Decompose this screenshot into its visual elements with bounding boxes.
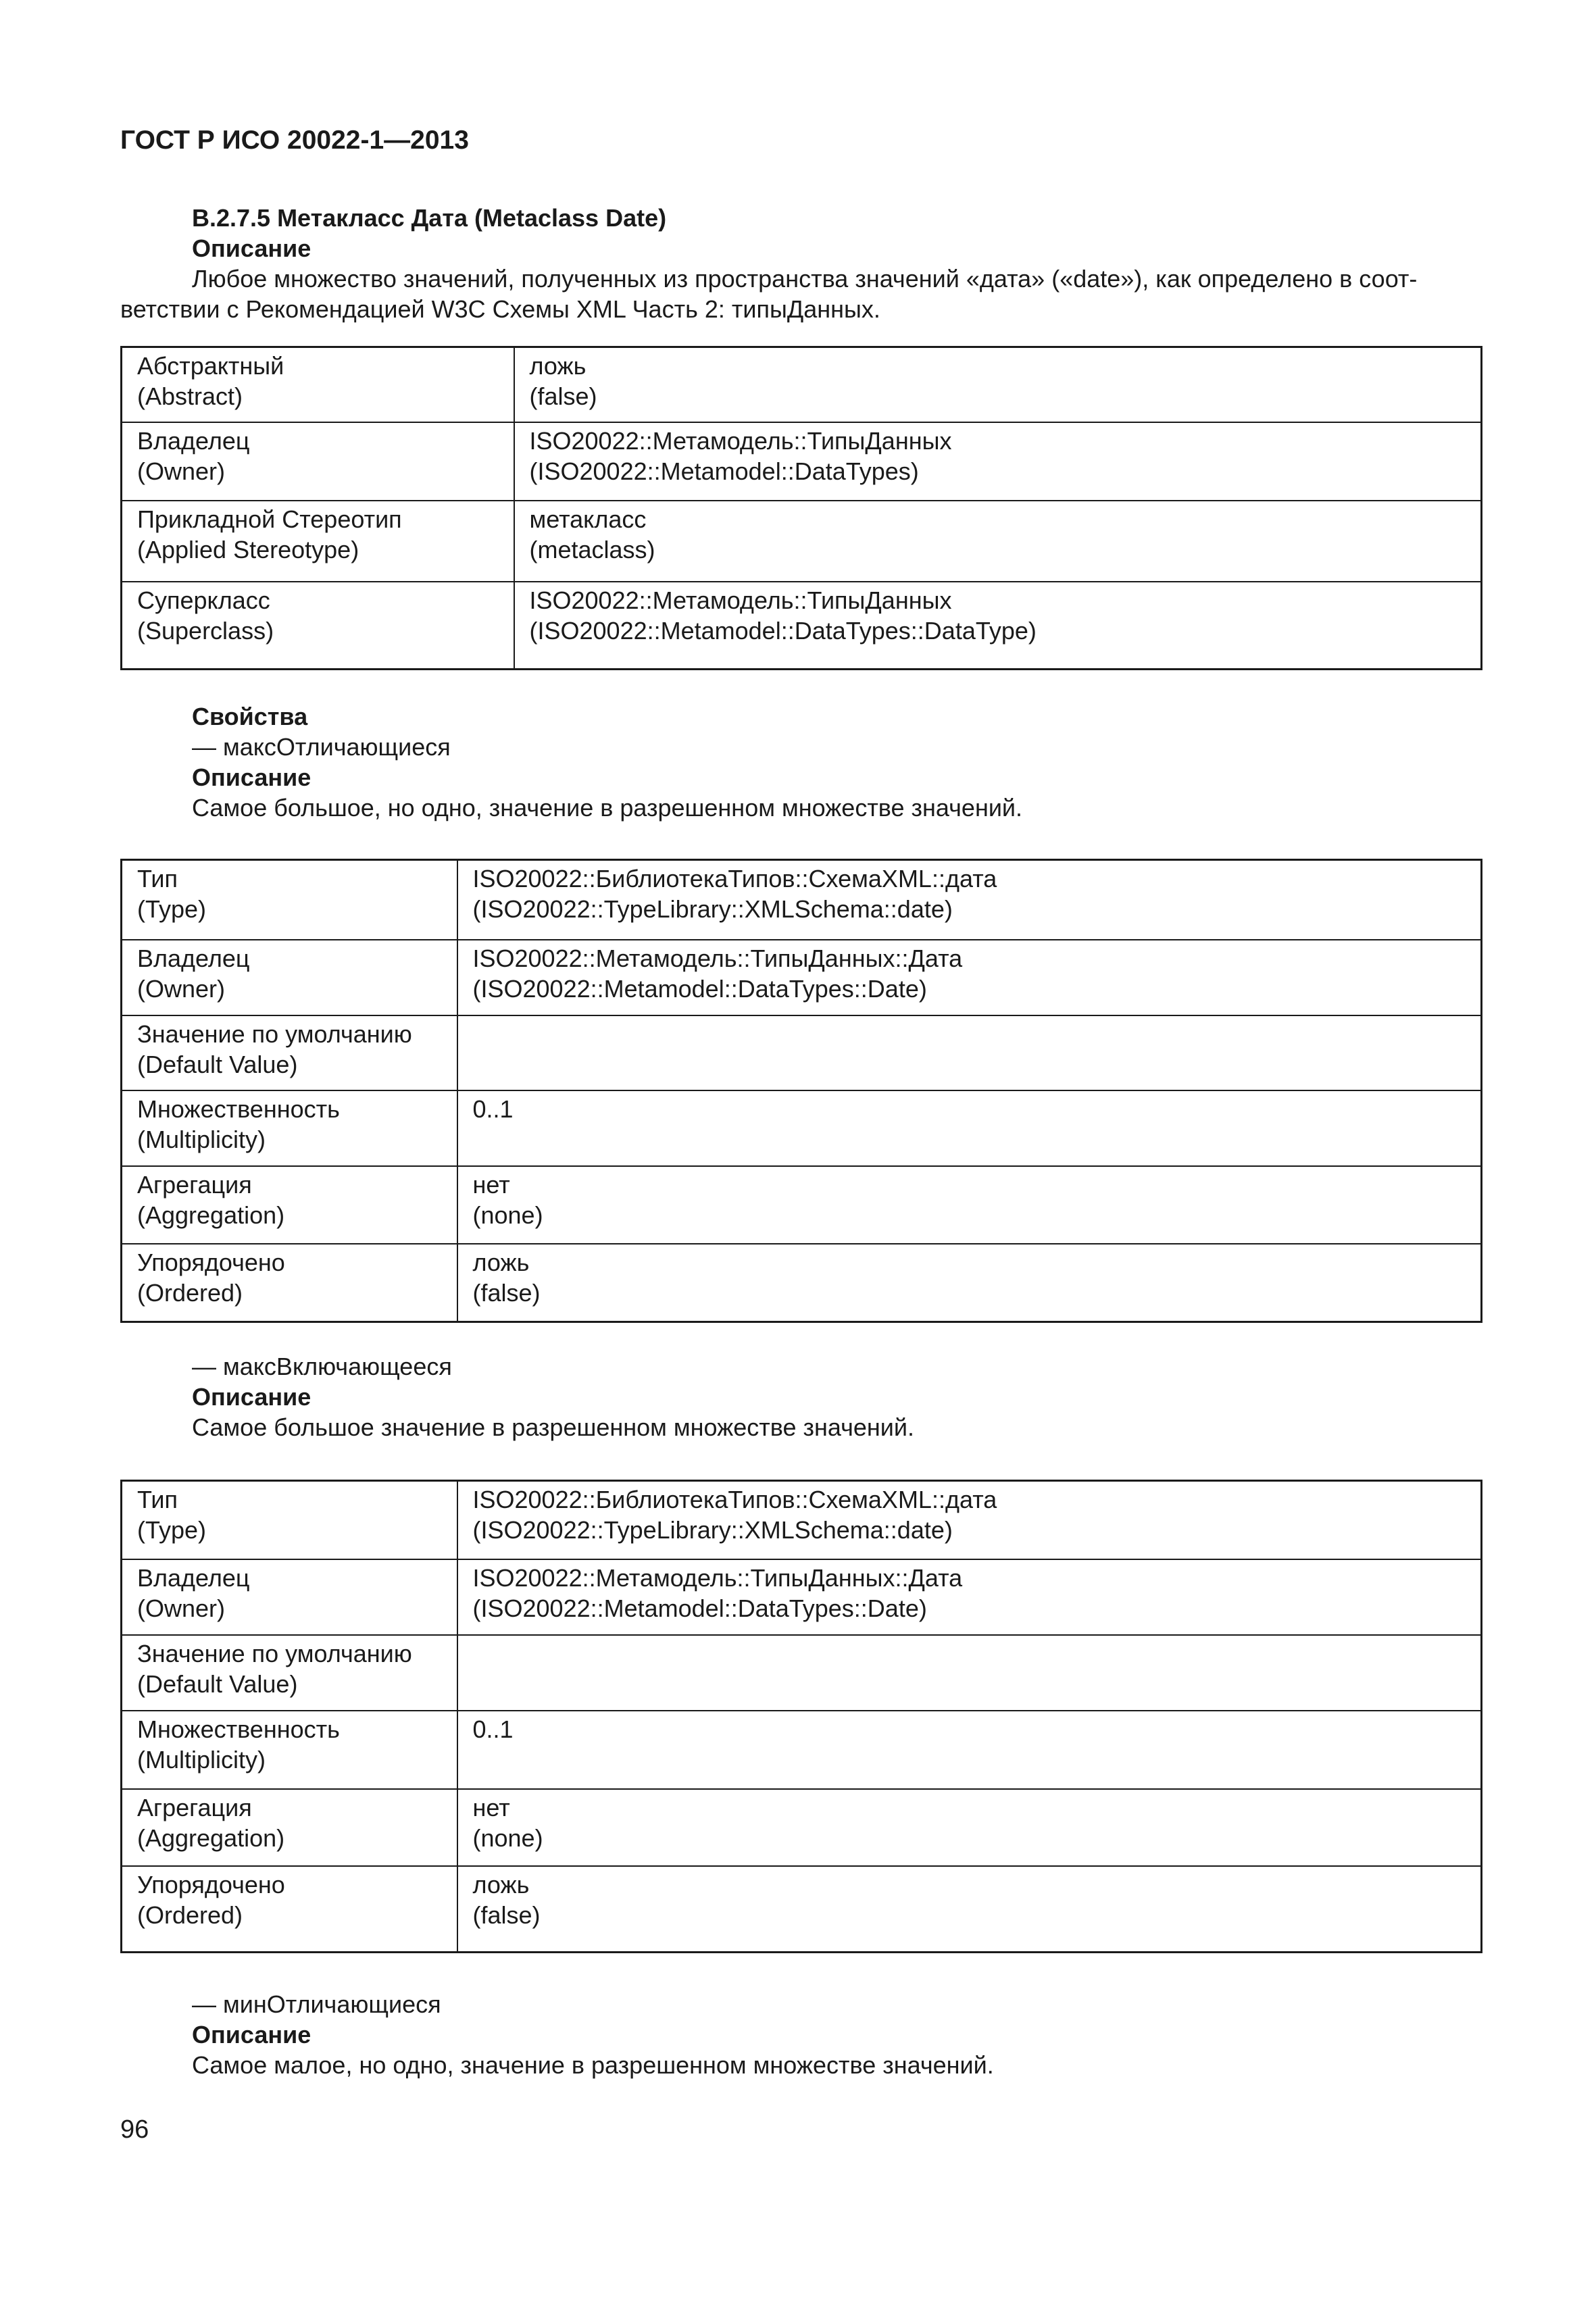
property-table-1: [120, 859, 1482, 1323]
description-heading: Описание: [192, 234, 311, 262]
attribute-value-cell: 0..1: [457, 1711, 1482, 1789]
table-row: [122, 1166, 1482, 1244]
attribute-value-cell: ISO20022::Метамодель::ТипыДанных::Дата (ISO20022::Metamodel::DataTypes::Date): [457, 1559, 1482, 1635]
attribute-name-cell: Упорядочено (Ordered): [122, 1244, 457, 1322]
table-row: [122, 1015, 1482, 1090]
table-row: [122, 1789, 1482, 1866]
attribute-value-cell: ложь (false): [457, 1866, 1482, 1953]
description-line-2: ветствии с Рекомендацией W3C Схемы XML Часть 2: типыДанных.: [120, 295, 880, 323]
attribute-value-cell: метакласс (metaclass): [514, 501, 1482, 582]
property-table-2: [120, 1480, 1482, 1953]
table-row: [122, 347, 1482, 422]
table-row: [122, 1559, 1482, 1635]
table-row: [122, 422, 1482, 501]
table-row: [122, 1866, 1482, 1953]
table-row: [122, 1711, 1482, 1789]
page-number: 96: [120, 2115, 149, 2144]
property-description-heading: Описание: [192, 763, 311, 791]
attribute-value-cell: 0..1: [457, 1090, 1482, 1166]
property-description: Самое малое, но одно, значение в разрешенном множестве значений.: [192, 2051, 994, 2079]
attribute-name-cell: Прикладной Стереотип (Applied Stereotype): [122, 501, 514, 582]
table-row: [122, 582, 1482, 670]
table-row: [122, 1635, 1482, 1711]
table-row: [122, 860, 1482, 940]
attribute-name-cell: Агрегация (Aggregation): [122, 1166, 457, 1244]
table-row: [122, 1244, 1482, 1322]
attribute-name-cell: Абстрактный (Abstract): [122, 347, 514, 422]
attribute-name-cell: Множественность (Multiplicity): [122, 1090, 457, 1166]
attribute-name-cell: Упорядочено (Ordered): [122, 1866, 457, 1953]
attribute-name-cell: Множественность (Multiplicity): [122, 1711, 457, 1789]
description-line-1: Любое множество значений, полученных из пространства значений «дата» («date»), как определено в соот-: [192, 265, 1418, 293]
attribute-value-cell: ISO20022::БиблиотекаТипов::СхемаXML::дата (ISO20022::TypeLibrary::XMLSchema::date): [457, 860, 1482, 940]
attribute-value-cell: ISO20022::Метамодель::ТипыДанных (ISO20022::Metamodel::DataTypes): [514, 422, 1482, 501]
attribute-value-cell: ISO20022::Метамодель::ТипыДанных (ISO20022::Metamodel::DataTypes::DataType): [514, 582, 1482, 670]
section-title: В.2.7.5 Метакласс Дата (Metaclass Date): [192, 204, 667, 232]
property-description-heading: Описание: [192, 1383, 311, 1411]
table-row: [122, 501, 1482, 582]
attribute-value-cell: нет (none): [457, 1789, 1482, 1866]
document-header: ГОСТ Р ИСО 20022-1—2013: [120, 126, 469, 155]
property-name: — максВключающееся: [192, 1353, 452, 1380]
properties-block-3: [120, 1989, 1482, 2080]
property-name: — минОтличающиеся: [192, 1990, 441, 2018]
attribute-value-cell: нет (none): [457, 1166, 1482, 1244]
table-row: [122, 1481, 1482, 1559]
attribute-name-cell: Суперкласс (Superclass): [122, 582, 514, 670]
attribute-name-cell: Владелец (Owner): [122, 422, 514, 501]
attribute-value-cell: ISO20022::БиблиотекаТипов::СхемаXML::дата (ISO20022::TypeLibrary::XMLSchema::date): [457, 1481, 1482, 1559]
properties-block-1: [120, 701, 1482, 823]
attribute-value-cell: [457, 1635, 1482, 1711]
attribute-value-cell: ложь (false): [514, 347, 1482, 422]
property-description: Самое большое, но одно, значение в разрешенном множестве значений.: [192, 794, 1023, 822]
property-description-heading: Описание: [192, 2021, 311, 2048]
attribute-value-cell: ISO20022::Метамодель::ТипыДанных::Дата (ISO20022::Metamodel::DataTypes::Date): [457, 940, 1482, 1015]
properties-block-2: [120, 1351, 1482, 1442]
attribute-value-cell: [457, 1015, 1482, 1090]
attribute-name-cell: Тип (Type): [122, 860, 457, 940]
attribute-name-cell: Владелец (Owner): [122, 1559, 457, 1635]
attribute-name-cell: Тип (Type): [122, 1481, 457, 1559]
attribute-name-cell: Владелец (Owner): [122, 940, 457, 1015]
attribute-name-cell: Агрегация (Aggregation): [122, 1789, 457, 1866]
metaclass-attributes-table: [120, 346, 1482, 670]
property-name: — максОтличающиеся: [192, 733, 451, 761]
attribute-name-cell: Значение по умолчанию (Default Value): [122, 1015, 457, 1090]
property-description: Самое большое значение в разрешенном множестве значений.: [192, 1413, 914, 1441]
section-intro: [120, 203, 1482, 324]
attribute-value-cell: ложь (false): [457, 1244, 1482, 1322]
properties-heading: Свойства: [192, 703, 308, 730]
table-row: [122, 940, 1482, 1015]
table-row: [122, 1090, 1482, 1166]
attribute-name-cell: Значение по умолчанию (Default Value): [122, 1635, 457, 1711]
